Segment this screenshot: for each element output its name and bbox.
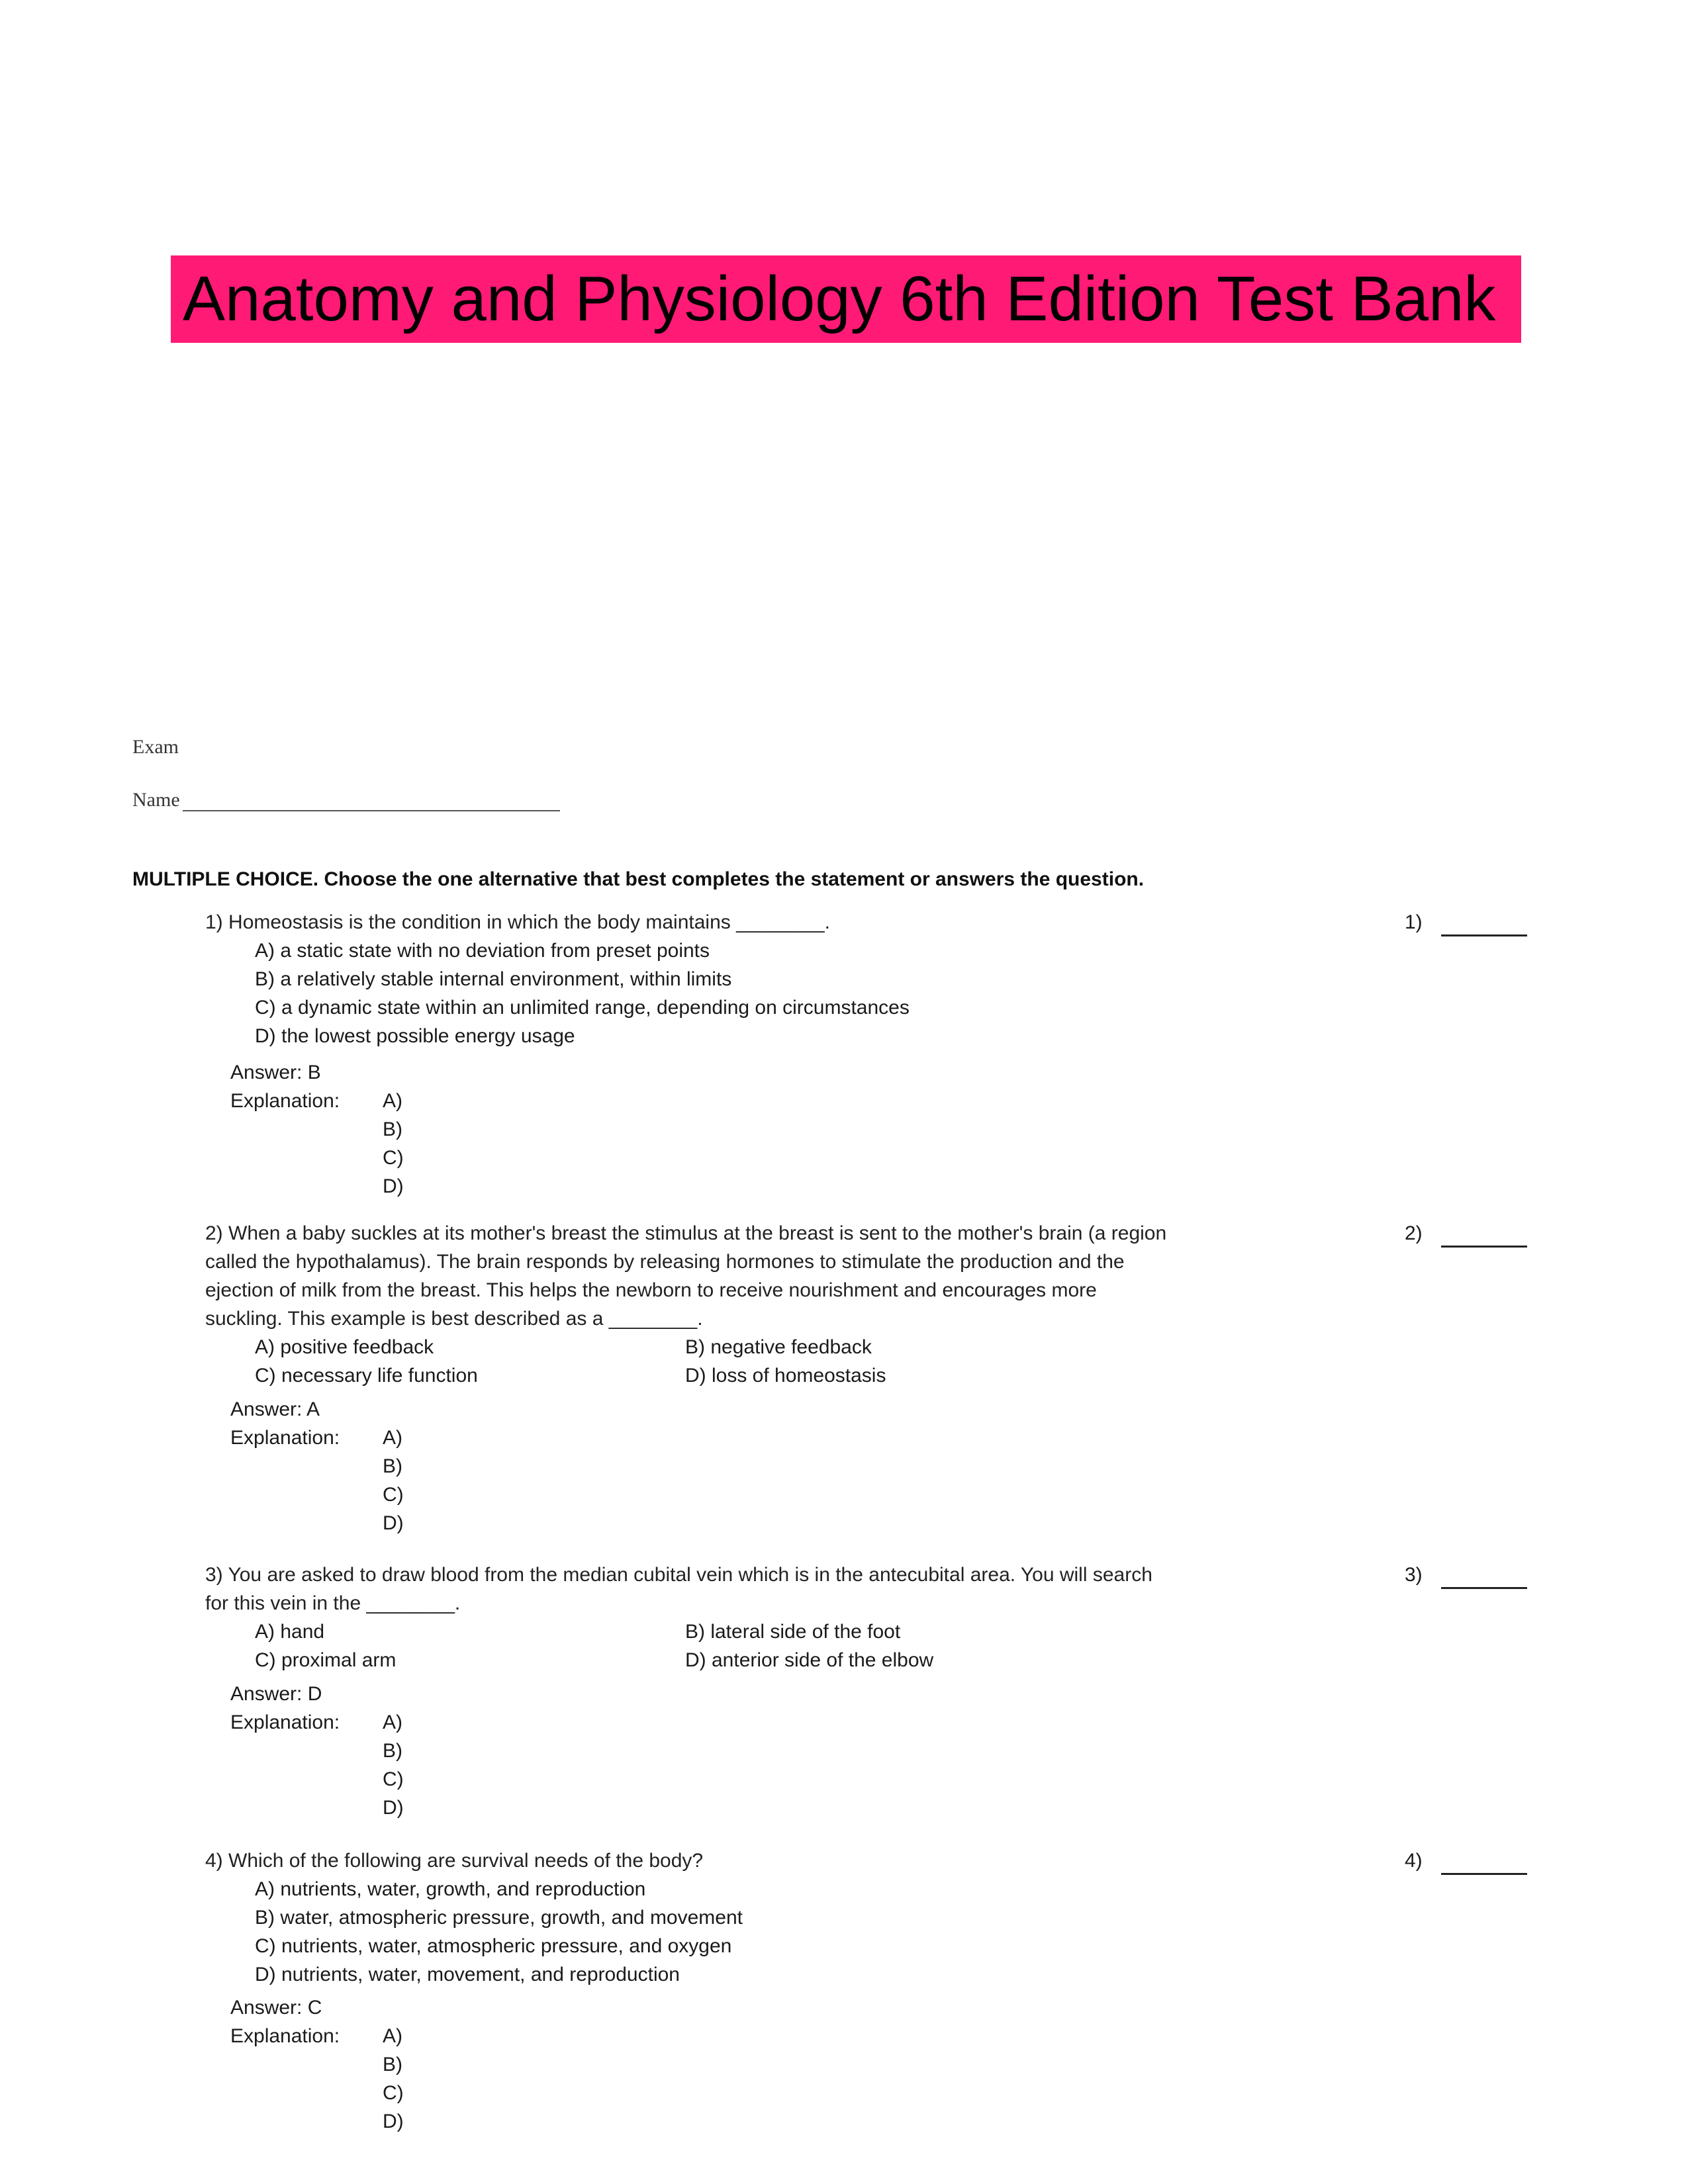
choice-c: C) nutrients, water, atmospheric pressure, and oxygen: [255, 1935, 732, 1957]
name-blank-line: [183, 793, 560, 811]
choice-list: [255, 936, 910, 1050]
answer-blank[interactable]: [1441, 1853, 1527, 1875]
choice-grid: [255, 1617, 1115, 1674]
answer-margin: 4): [1405, 1846, 1527, 1875]
choice-a: A) hand: [255, 1621, 325, 1643]
choice-b: B) lateral side of the foot: [685, 1621, 901, 1643]
name-label: Name: [132, 789, 180, 811]
question-stem: 4) Which of the following are survival needs of the body?: [205, 1850, 704, 1872]
choice-c: C) a dynamic state within an unlimited range, depending on circumstances: [255, 997, 910, 1019]
choice-grid: [255, 1333, 1115, 1390]
answer: Answer: C: [230, 1997, 322, 2019]
answer-margin: 2): [1405, 1219, 1527, 1248]
name-field: [132, 789, 560, 811]
choice-b: B) a relatively stable internal environment, within limits: [255, 968, 732, 990]
choice-d: D) the lowest possible energy usage: [255, 1025, 575, 1047]
choice-b: B) negative feedback: [685, 1336, 872, 1358]
choice-c: C) necessary life function: [255, 1365, 478, 1387]
explanation: Explanation: A) B) C) D): [230, 2025, 404, 2132]
choice-d: D) anterior side of the elbow: [685, 1649, 934, 1671]
answer-blank[interactable]: [1441, 1567, 1527, 1589]
section-instructions: MULTIPLE CHOICE. Choose the one alternative that best completes the statement or answers the question.: [132, 868, 1145, 890]
answer: Answer: B: [230, 1062, 321, 1083]
document-title: Anatomy and Physiology 6th Edition Test Bank: [183, 263, 1496, 334]
answer: Answer: D: [230, 1683, 322, 1705]
question-stem: 2) When a baby suckles at its mother's breast the stimulus at the breast is sent to the mother's brain (a region called the hypothalamus). The brain responds by releasing hormones to stimulate the production and the ejection of milk from the breast. This helps the newborn to receive nourishment and encourages more suckling. This example is best described as a ________.: [205, 1222, 1167, 1330]
explanation: Explanation: A) B) C) D): [230, 1711, 404, 1819]
answer-blank[interactable]: [1441, 915, 1527, 936]
question-stem: 3) You are asked to draw blood from the median cubital vein which is in the antecubital area. You will search for this vein in the ________.: [205, 1564, 1152, 1614]
title-banner: [171, 255, 1521, 343]
choice-list: [255, 1875, 743, 1989]
answer-margin: 1): [1405, 908, 1527, 936]
answer-blank[interactable]: [1441, 1226, 1527, 1248]
choice-a: A) positive feedback: [255, 1336, 434, 1358]
choice-a: A) a static state with no deviation from preset points: [255, 940, 710, 962]
question-stem: 1) Homeostasis is the condition in which the body maintains ________.: [205, 911, 830, 933]
choice-d: D) loss of homeostasis: [685, 1365, 886, 1387]
choice-d: D) nutrients, water, movement, and reproduction: [255, 1964, 680, 1985]
answer: Answer: A: [230, 1398, 320, 1420]
choice-c: C) proximal arm: [255, 1649, 397, 1671]
explanation: Explanation: A) B) C) D): [230, 1090, 404, 1197]
explanation: Explanation: A) B) C) D): [230, 1427, 404, 1534]
exam-label: Exam: [132, 736, 179, 758]
answer-margin: 3): [1405, 1561, 1527, 1589]
choice-b: B) water, atmospheric pressure, growth, and movement: [255, 1907, 743, 1929]
choice-a: A) nutrients, water, growth, and reproduction: [255, 1878, 646, 1900]
